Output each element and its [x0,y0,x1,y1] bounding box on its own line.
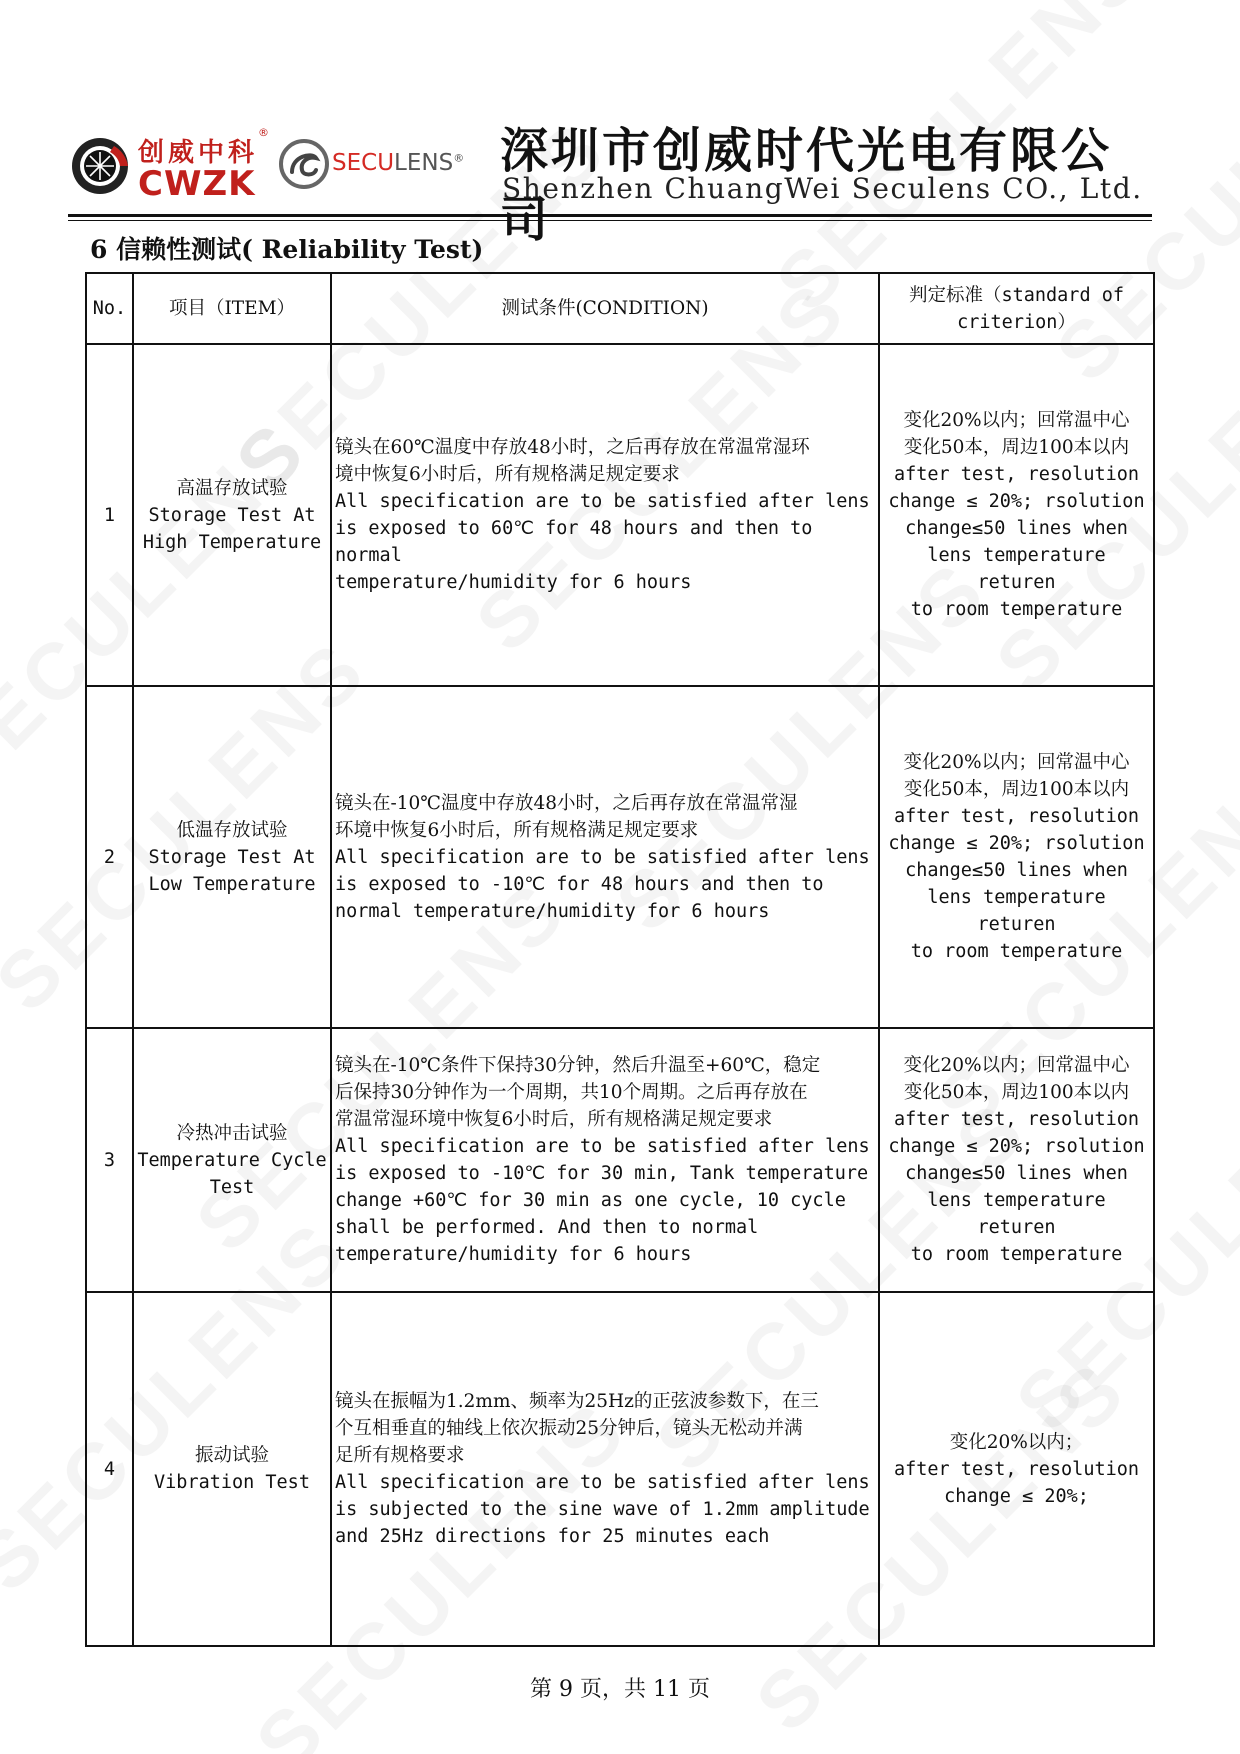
cell-item: 低温存放试验 Storage Test At Low Temperature [133,686,331,1028]
cell-criterion: 变化20%以内；回常温中心 变化50本，周边100本以内 after test, resolution change ≤ 20%; rsolution change≤50 lines when lens temperature returen to room temperature [879,686,1154,1028]
cell-item: 高温存放试验 Storage Test At High Temperature [133,344,331,686]
table-row [86,686,1154,1028]
cell-condition: 镜头在-10℃条件下保持30分钟，然后升温至+60℃，稳定 后保持30分钟作为一个周期，共10个周期。之后再存放在 常温常湿环境中恢复6小时后，所有规格满足规定要求 All specification are to be satisfied after lens is exposed to -10℃ for 30 min, Tank temperature change +60℃ for 30 min as one cycle, 10 cycle shall be performed. And then to normal temperature/humidity for 6 hours [331,1028,879,1292]
cwzk-wheel-icon [70,136,130,196]
cell-no: 2 [86,686,133,1028]
cell-item: 冷热冲击试验 Temperature Cycle Test [133,1028,331,1292]
table-row [86,344,1154,686]
header-item: 项目（ITEM） [133,273,331,344]
cell-item: 振动试验 Vibration Test [133,1292,331,1646]
header-no: No. [86,273,133,344]
seculens-brand: SECULENS® [332,150,465,176]
logo-cn-text: 创威中科 [138,138,259,168]
table-row [86,1028,1154,1292]
logo-registered-mark: ® [258,126,269,139]
header-rule-thin [68,220,1152,221]
page-footer: 第 9 页，共 11 页 [530,1677,710,1702]
cell-criterion: 变化20%以内；回常温中心 变化50本，周边100本以内 after test, resolution change ≤ 20%; rsolution change≤50 lines when lens temperature returen to room temperature [879,1028,1154,1292]
seculens-swirl-icon [278,138,330,190]
table-header-row [86,273,1154,344]
company-name-cn: 深圳市创威时代光电有限公司 [500,123,1113,248]
section-title: 6 信赖性测试( Reliability Test) [90,235,484,264]
table-row [86,1292,1154,1646]
page-header [68,112,1152,248]
cell-criterion: 变化20%以内；回常温中心 变化50本，周边100本以内 after test, resolution change ≤ 20%; rsolution change≤50 lines when lens temperature returen to room temperature [879,344,1154,686]
cell-no: 4 [86,1292,133,1646]
header-rule-thick [68,214,1152,217]
cell-no: 3 [86,1028,133,1292]
cell-condition: 镜头在振幅为1.2mm、频率为25Hz的正弦波参数下，在三 个互相垂直的轴线上依次振动25分钟后，镜头无松动并满 足所有规格要求 All specification are to be satisfied after lens is subjected to the sine wave of 1.2mm amplitude and 25Hz directions for 25 minutes each [331,1292,879,1646]
cell-no: 1 [86,344,133,686]
header-condition: 测试条件(CONDITION) [331,273,879,344]
cell-criterion: 变化20%以内； after test, resolution change ≤ 20%; [879,1292,1154,1646]
header-criterion: 判定标准（standard of criterion） [879,273,1154,344]
company-name-en: Shenzhen ChuangWei Seculens CO., Ltd. [502,172,1143,205]
logo-en-text: CWZK [138,164,256,204]
cell-condition: 镜头在60℃温度中存放48小时，之后再存放在常温常湿环 境中恢复6小时后，所有规格满足规定要求 All specification are to be satisfied after lens is exposed to 60℃ for 48 hours and then to normal temperature/humidity for 6 hours [331,344,879,686]
reliability-table [85,272,1155,1647]
cell-condition: 镜头在-10℃温度中存放48小时，之后再存放在常温常湿 环境中恢复6小时后，所有规格满足规定要求 All specification are to be satisfied after lens is exposed to -10℃ for 48 hours and then to normal temperature/humidity for 6 hours [331,686,879,1028]
